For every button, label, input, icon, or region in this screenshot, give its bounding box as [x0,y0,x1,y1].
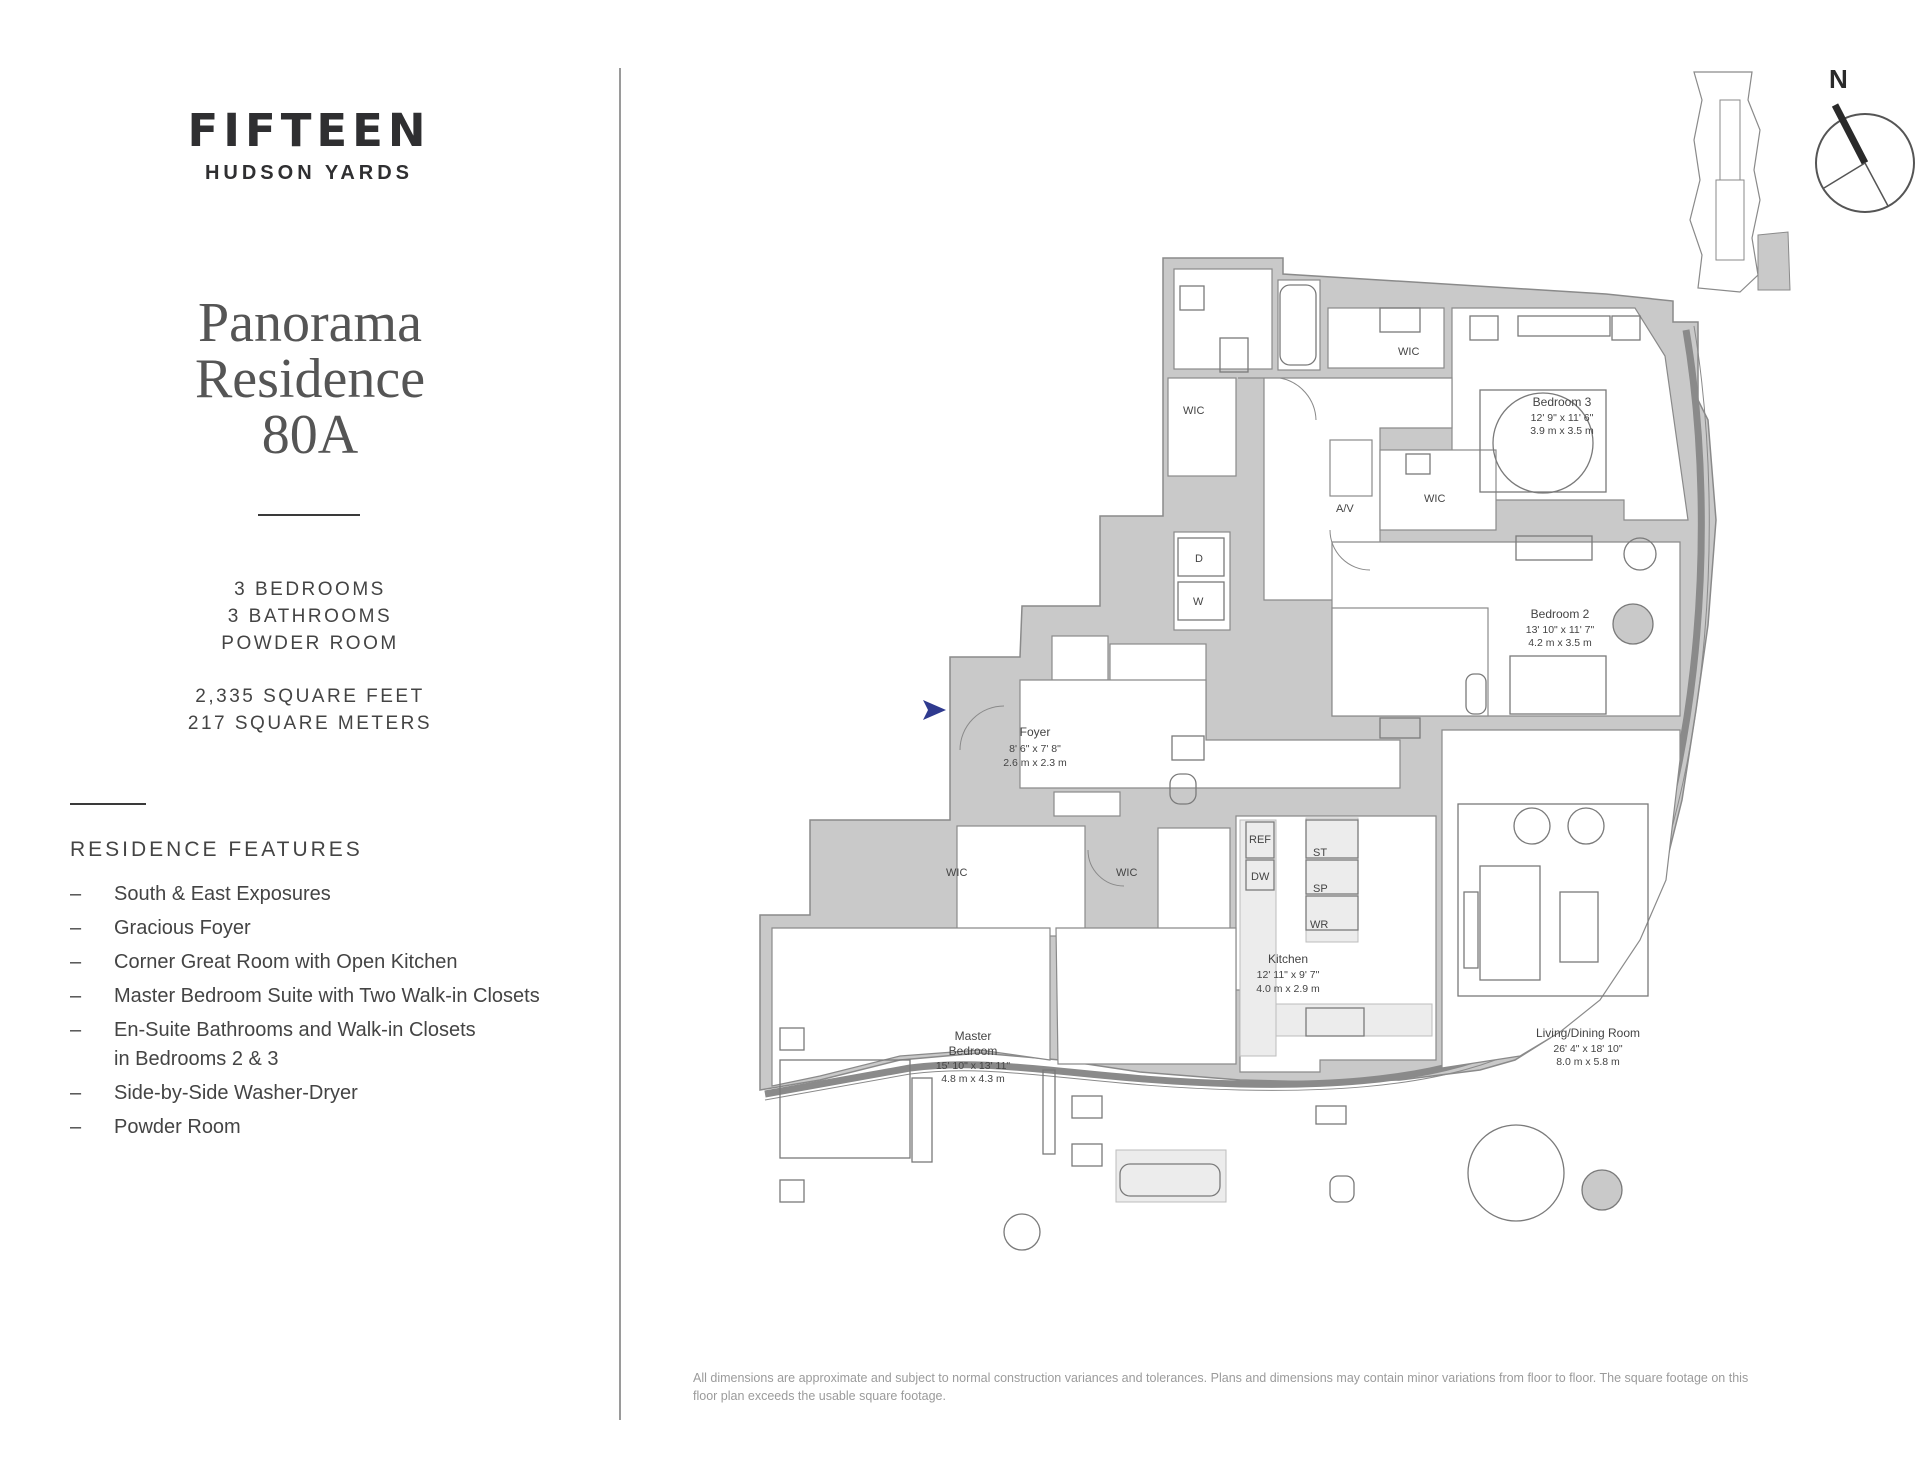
brand-name: FIFTEEN [187,104,431,157]
feature-text-continued: in Bedrooms 2 & 3 [114,1048,279,1070]
foyer-closet [1052,636,1108,680]
brand-subtitle: HUDSON YARDS [204,162,414,184]
list-dash: – [70,1116,82,1138]
wic-bedroom-3 [1328,308,1444,368]
kitchen-counter-lower [1276,1004,1432,1036]
living-dim-ft: 26' 4" x 18' 10" [1553,1043,1623,1055]
av-closet [1330,440,1372,496]
brand-logo [184,106,434,185]
feature-text: Master Bedroom Suite with Two Walk-in Closets [114,985,540,1007]
key-plan-building [1690,72,1760,292]
foyer-name: Foyer [1019,725,1051,739]
toilet [1330,1176,1354,1202]
sink [1316,1106,1346,1124]
side-table [1582,1170,1622,1210]
label-st: ST [1313,847,1328,859]
wic-master-upper [1168,378,1236,476]
residence-stats [140,576,480,737]
master-dim-m: 4.8 m x 4.3 m [941,1073,1005,1085]
features-rule [70,803,146,805]
list-dash: – [70,1019,82,1041]
stat-powder: POWDER ROOM [221,633,399,654]
nightstand [780,1180,804,1202]
list-dash: – [70,917,82,939]
feature-item [70,1113,590,1142]
compass-rose [1816,64,1914,212]
wic-master-a [957,826,1085,936]
list-dash: – [70,1082,82,1104]
kitchen-dim-ft: 12' 11" x 9' 7" [1256,969,1320,981]
feature-item [70,982,590,1011]
living-name: Living/Dining Room [1535,1026,1641,1040]
master-name-line-1: Master [954,1029,992,1043]
list-dash: – [70,951,82,973]
side-table [1613,604,1653,644]
stat-bedrooms: 3 BEDROOMS [234,579,386,600]
bedroom-3-name: Bedroom 3 [1532,395,1592,409]
label-sp: SP [1313,883,1328,895]
bedroom-2-dim-ft: 13' 10" x 11' 7" [1525,624,1595,636]
feature-item [70,1016,590,1074]
feature-text: South & East Exposures [114,883,331,905]
panel-divider [619,68,621,1420]
label-wic-bedroom-2: WIC [1424,493,1446,505]
feature-text: En-Suite Bathrooms and Walk-in Closets [114,1019,476,1041]
wic-bedroom-2 [1380,450,1496,530]
title-line-1: Panorama [198,292,422,354]
label-ref: REF [1249,834,1271,846]
feature-text: Side-by-Side Washer-Dryer [114,1082,358,1104]
bedroom-3-dim-m: 3.9 m x 3.5 m [1530,425,1594,437]
info-panel [0,0,620,1484]
stat-bathrooms: 3 BATHROOMS [227,606,393,627]
dresser [1043,1070,1055,1154]
dining-table [1468,1125,1564,1221]
bedroom-2-dim-m: 4.2 m x 3.5 m [1528,637,1592,649]
bedroom-3-dim-ft: 12' 9" x 11' 6" [1530,412,1594,424]
floor-plan-svg [680,60,1920,1260]
label-wic-hall: WIC [1183,405,1205,417]
bench [912,1078,932,1162]
list-dash: – [70,883,82,905]
feature-item [70,914,590,943]
stat-sqm: 217 SQUARE METERS [187,713,433,734]
features-list [70,880,590,1147]
laundry [1174,532,1230,630]
label-wic-master-a: WIC [946,867,968,879]
list-dash: – [70,985,82,1007]
vanity-sink [1072,1096,1102,1118]
master-dim-ft: 15' 10" x 13' 11" [935,1060,1011,1072]
armchair [1004,1214,1040,1250]
feature-item [70,880,590,909]
master-bath [1056,928,1236,1064]
stat-sqft: 2,335 SQUARE FEET [195,686,425,707]
label-dw: DW [1251,871,1270,883]
foyer-dim-ft: 8' 6" x 7' 8" [1009,743,1061,755]
wic-master-b [1158,828,1230,936]
disclaimer-line-2: floor plan exceeds the usable square footage. [693,1389,946,1403]
entry-arrow-icon [923,700,946,720]
key-plan [1690,72,1790,292]
label-wic-master-b: WIC [1116,867,1138,879]
label-wic-bedroom-3: WIC [1398,346,1420,358]
title-line-3: 80A [261,404,359,466]
feature-text: Corner Great Room with Open Kitchen [114,951,458,973]
bath-2 [1332,608,1488,716]
kitchen-dim-m: 4.0 m x 2.9 m [1256,983,1320,995]
title-line-2: Residence [194,348,426,410]
foyer-bench [1054,792,1120,816]
vanity-sink [1072,1144,1102,1166]
label-av: A/V [1336,503,1354,515]
foyer-dim-m: 2.6 m x 2.3 m [1003,757,1067,769]
disclaimer-line-1: All dimensions are approximate and subject to normal construction variances and tolerances. Plans and dimensions may contain minor variations from floor to floor. The square footage on this [693,1371,1749,1385]
master-name-line-2: Bedroom [948,1044,998,1058]
label-dryer: D [1195,553,1203,565]
features-heading: RESIDENCE FEATURES [70,838,363,861]
residence-title [150,292,470,466]
feature-item [70,1079,590,1108]
disclaimer [693,1369,1868,1405]
floor-plan [680,60,1920,1265]
feature-item [70,948,590,977]
label-wr: WR [1310,919,1329,931]
compass-north-label: N [1829,64,1848,94]
bath-3-tub-area [1278,280,1320,370]
key-plan-highlight [1758,232,1790,290]
feature-text: Gracious Foyer [114,917,251,939]
living-dim-m: 8.0 m x 5.8 m [1556,1056,1620,1068]
feature-text: Powder Room [114,1116,241,1138]
master-tub-surround [1116,1150,1226,1202]
kitchen-name: Kitchen [1267,952,1309,966]
title-rule [258,514,360,516]
bedroom-2-name: Bedroom 2 [1530,607,1590,621]
label-washer: W [1193,596,1204,608]
bath-3 [1174,269,1272,369]
